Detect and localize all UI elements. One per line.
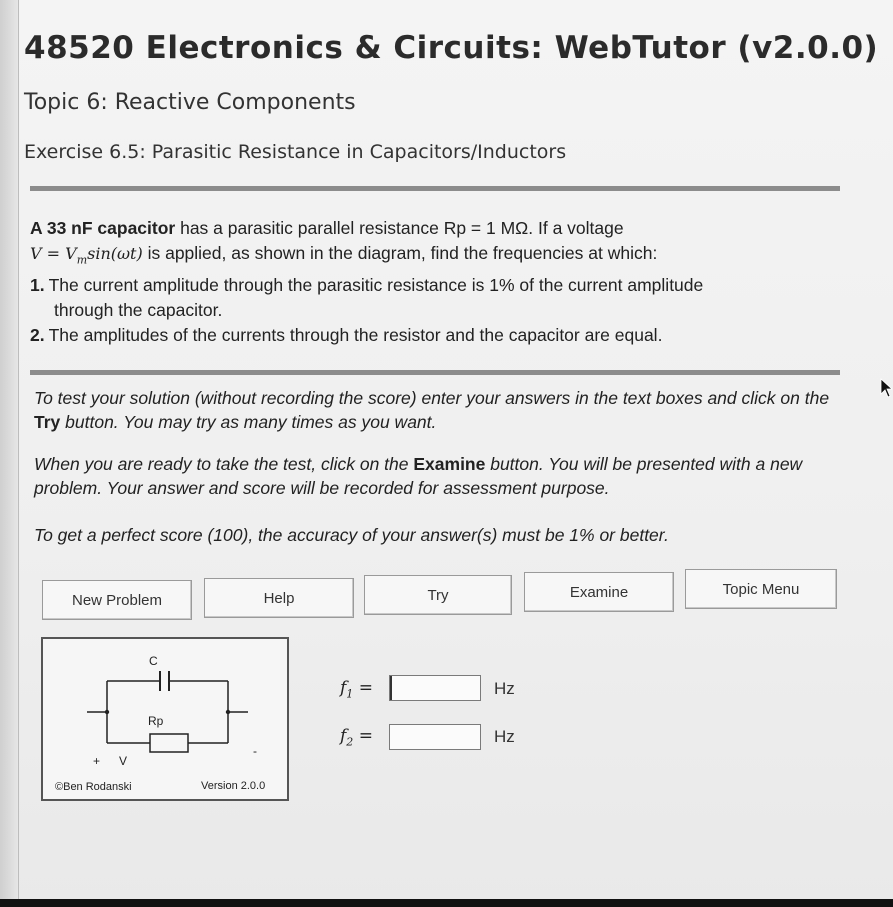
left-node-dot	[105, 710, 109, 714]
exercise-heading: Exercise 6.5: Parasitic Resistance in Capacitors/Inductors	[24, 141, 567, 163]
plus-sign: +	[93, 754, 101, 768]
cap-label: C	[149, 654, 158, 668]
new-problem-button[interactable]: New Problem	[42, 580, 192, 620]
circuit-schematic	[43, 639, 287, 799]
problem-statement	[30, 216, 830, 348]
item-2-number: 2.	[30, 324, 45, 345]
item-2-text: The amplitudes of the currents through the resistor and the capacitor are equal.	[48, 324, 663, 345]
resistor-body	[150, 734, 188, 752]
bottom-bezel	[0, 899, 893, 907]
voltage-formula-sub: m	[76, 253, 88, 267]
minus-sign: -	[253, 744, 257, 758]
problem-item-1	[30, 273, 830, 298]
instruction-try-post: button. You may try as many times as you want.	[60, 412, 437, 432]
voltage-formula-sin: sin(ωt)	[87, 244, 143, 263]
f2-label-f: f	[340, 726, 347, 746]
f1-label-f: f	[340, 678, 347, 698]
problem-capacitor-bold: A 33 nF capacitor	[30, 218, 176, 238]
divider-middle	[30, 370, 840, 375]
topic-heading: Topic 6: Reactive Components	[24, 90, 356, 115]
problem-line-1	[30, 216, 830, 241]
f1-input[interactable]	[389, 675, 481, 701]
problem-item-1-cont: through the capacitor.	[54, 299, 223, 320]
f2-unit: Hz	[494, 727, 515, 746]
voltage-formula-v: V = V	[30, 244, 77, 263]
f2-label	[340, 726, 373, 748]
problem-line-2	[30, 241, 830, 273]
instruction-examine-text: When you are ready to take the test, click on the	[34, 454, 414, 474]
f1-equals: =	[353, 678, 373, 698]
item-1-number: 1.	[30, 274, 45, 295]
problem-line-1-text: has a parasitic parallel resistance Rp = 1 MΩ. If a voltage	[175, 218, 624, 238]
instruction-score: To get a perfect score (100), the accuracy of your answer(s) must be 1% or better.	[34, 525, 669, 545]
f2-equals: =	[353, 726, 373, 746]
topic-menu-button[interactable]: Topic Menu	[685, 569, 837, 609]
instruction-try-bold: Try	[34, 412, 61, 432]
instruction-try	[34, 386, 844, 434]
problem-item-2	[30, 323, 830, 348]
instruction-try-text: To test your solution (without recording the score) enter your answers in the text boxes and click on the	[34, 388, 830, 408]
f1-label-sub: 1	[346, 687, 354, 701]
author-credit: ©Ben Rodanski	[55, 781, 132, 793]
try-button[interactable]: Try	[364, 575, 512, 615]
f2-input[interactable]	[389, 724, 481, 750]
instruction-examine	[34, 452, 844, 500]
mouse-pointer-icon	[880, 378, 892, 398]
version-label: Version 2.0.0	[201, 780, 266, 792]
circuit-diagram	[41, 637, 289, 801]
right-node-dot	[226, 710, 230, 714]
help-button[interactable]: Help	[204, 578, 354, 618]
divider-top	[30, 186, 840, 191]
f2-label-sub: 2	[346, 735, 354, 749]
page-title: 48520 Electronics & Circuits: WebTutor (v2.0.0)	[24, 30, 879, 66]
problem-line-2-text: is applied, as shown in the diagram, find the frequencies at which:	[142, 243, 658, 263]
f1-label	[340, 678, 373, 700]
examine-button[interactable]: Examine	[524, 572, 674, 612]
instruction-examine-post: button. You will be presented with a new problem. Your answer and score will be recorded for assessment purpose.	[34, 454, 803, 498]
voltage-label: V	[119, 754, 128, 768]
instruction-examine-bold: Examine	[413, 454, 486, 474]
f1-unit: Hz	[494, 679, 515, 698]
item-1-text: The current amplitude through the parasitic resistance is 1% of the current amplitude	[48, 274, 704, 295]
res-label: Rp	[148, 714, 164, 728]
left-window-edge	[0, 0, 19, 907]
